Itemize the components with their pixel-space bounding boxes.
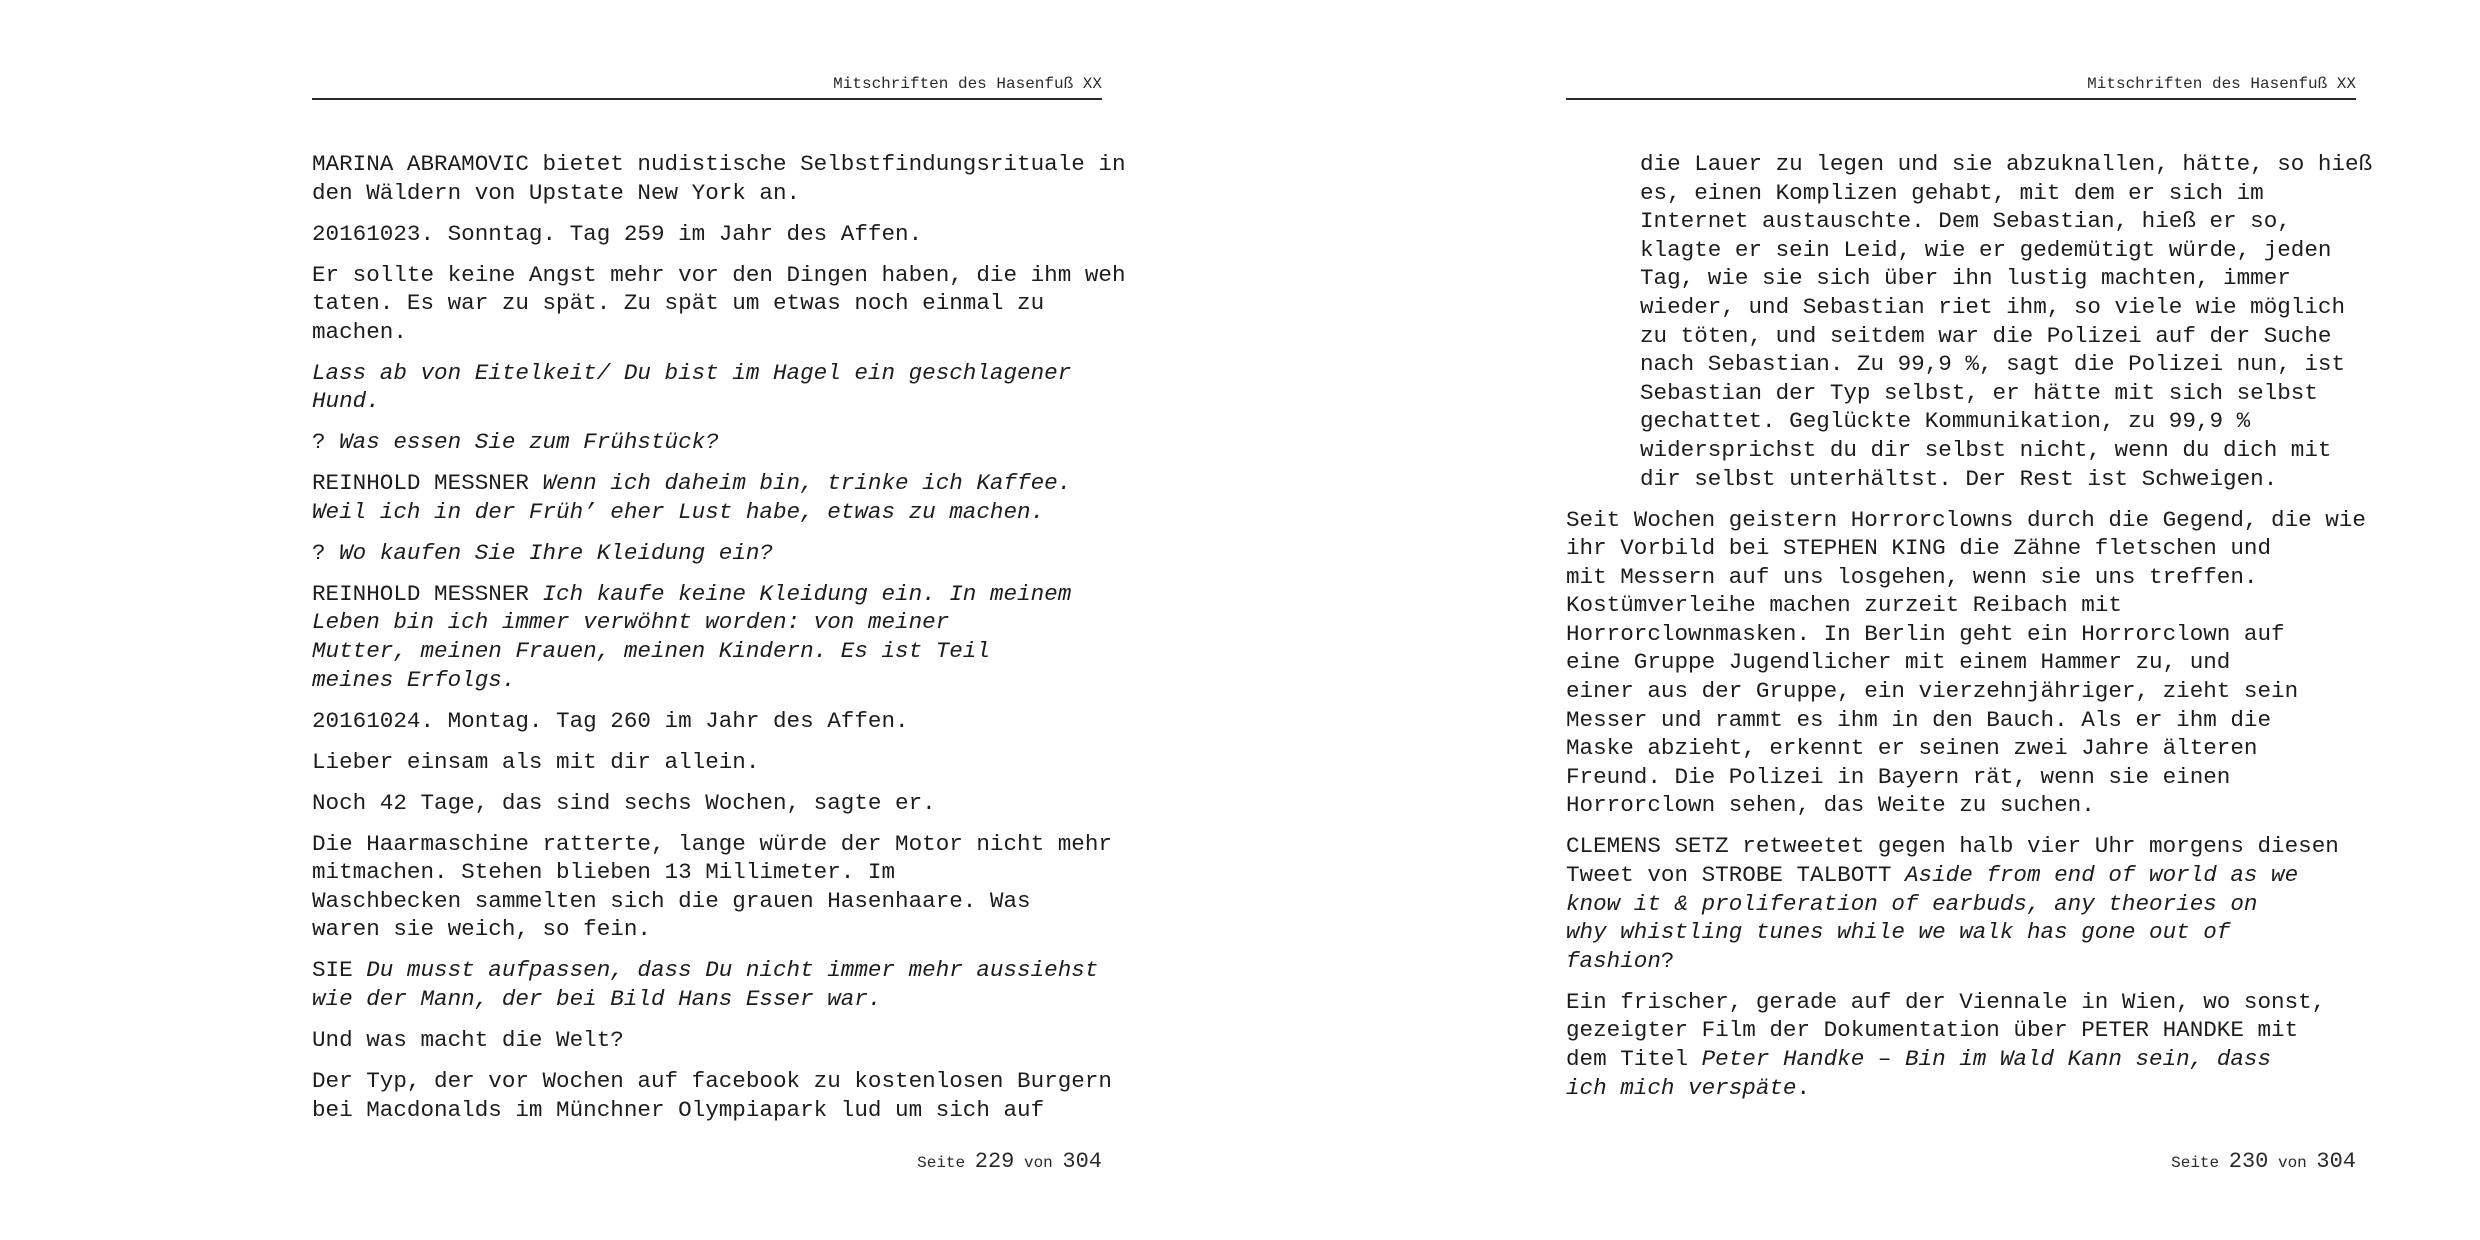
paragraph xyxy=(312,1026,1102,1055)
text-line: dir selbst unterhältst. Der Rest ist Schweigen. xyxy=(1640,465,2278,492)
speaker-name: REINHOLD MESSNER xyxy=(312,580,543,607)
text-line: 20161024. Montag. Tag 260 im Jahr des Affen. xyxy=(312,707,909,734)
text-line: Freund. Die Polizei in Bayern rät, wenn sie einen xyxy=(1566,763,2231,790)
text-line: wie der Mann, der bei Bild Hans Esser war. xyxy=(312,985,882,1012)
text-line: Die Haarmaschine ratterte, lange würde der Motor nicht mehr xyxy=(312,830,1112,857)
dialogue-text: Du musst aufpassen, dass Du nicht immer mehr aussiehst xyxy=(366,957,1099,984)
text-line: Waschbecken sammelten sich die grauen Hasenhaare. Was xyxy=(312,887,1031,914)
tweet-text: why whistling tunes while we walk has gone out of xyxy=(1566,919,2231,946)
folio-prefix: Seite xyxy=(2171,1154,2220,1172)
text-line: Tag, wie sie sich über ihn lustig machten, immer xyxy=(1640,265,2291,292)
answer-text: Wenn ich daheim bin, trinke ich Kaffee. xyxy=(542,470,1072,497)
text-line: Maske abzieht, erkennt er seinen zwei Jahre älteren xyxy=(1566,735,2258,762)
date-entry xyxy=(312,220,1102,249)
answer-text: Ich kaufe keine Kleidung ein. In meinem xyxy=(542,580,1072,607)
text-line: Mutter, meinen Frauen, meinen Kindern. Es ist Teil xyxy=(312,638,990,665)
text-line: bei Macdonalds im Münchner Olympiapark lud um sich auf xyxy=(312,1096,1045,1123)
text-span: . xyxy=(1796,1074,1811,1101)
text-line: taten. Es war zu spät. Zu spät um etwas noch einmal zu xyxy=(312,290,1045,317)
text-line: Leben bin ich immer verwöhnt worden: von meiner xyxy=(312,609,950,636)
paragraph xyxy=(312,150,1126,207)
question-mark: ? xyxy=(312,429,340,456)
folio-total: 304 xyxy=(2316,1149,2356,1174)
paragraph-continued xyxy=(1566,150,2373,493)
text-line: Kostümverleihe machen zurzeit Reibach mit xyxy=(1566,592,2122,619)
left-page xyxy=(312,0,1126,1240)
text-line: waren sie weich, so fein. xyxy=(312,916,651,943)
paragraph xyxy=(1566,506,2366,821)
running-head: Mitschriften des Hasenfuß XX xyxy=(1566,74,2356,100)
interview-answer xyxy=(312,580,1102,694)
folio-prefix: Seite xyxy=(917,1154,966,1172)
text-line: gechattet. Geglückte Kommunikation, zu 99,9 % xyxy=(1640,408,2251,435)
folio-of: von xyxy=(1023,1154,1053,1172)
text-line: zu töten, und seitdem war die Polizei auf der Suche xyxy=(1640,322,2332,349)
text-line: klagte er sein Leid, wie er gedemütigt würde, jeden xyxy=(1640,236,2332,263)
text-line: Sebastian der Typ selbst, er hätte mit sich selbst xyxy=(1640,379,2318,406)
quote xyxy=(312,359,1102,416)
folio-total: 304 xyxy=(1062,1149,1102,1174)
text-line: Lass ab von Eitelkeit/ Du bist im Hagel ein geschlagener xyxy=(312,359,1072,386)
text-span: dem Titel xyxy=(1566,1045,1702,1072)
text-line: mitmachen. Stehen blieben 13 Millimeter. Im xyxy=(312,859,896,886)
text-line: CLEMENS SETZ retweetet gegen halb vier Uhr morgens diesen xyxy=(1566,833,2339,860)
tweet-text: fashion xyxy=(1566,947,1661,974)
page-body xyxy=(1566,150,2373,1115)
question-text: Wo kaufen Sie Ihre Kleidung ein? xyxy=(339,539,773,566)
text-line: Seit Wochen geistern Horrorclowns durch die Gegend, die wie xyxy=(1566,506,2366,533)
text-span: ? xyxy=(1660,947,1675,974)
interview-question xyxy=(312,428,1102,457)
speaker-name: SIE xyxy=(312,957,367,984)
text-span: Tweet von STROBE TALBOTT xyxy=(1566,862,1905,889)
text-line: den Wäldern von Upstate New York an. xyxy=(312,179,801,206)
folio-of: von xyxy=(2277,1154,2307,1172)
page-number xyxy=(917,1149,1102,1176)
tweet-text: Aside from end of world as we xyxy=(1904,862,2299,889)
text-line: wieder, und Sebastian riet ihm, so viele wie möglich xyxy=(1640,293,2346,320)
speaker-name: REINHOLD MESSNER xyxy=(312,470,543,497)
text-line: ihr Vorbild bei STEPHEN KING die Zähne fletschen und xyxy=(1566,535,2272,562)
paragraph xyxy=(312,748,1102,777)
right-page xyxy=(1566,0,2373,1240)
paragraph xyxy=(312,830,1112,944)
tweet-text: know it & proliferation of earbuds, any theories on xyxy=(1566,890,2258,917)
text-line: gezeigter Film der Dokumentation über PETER HANDKE mit xyxy=(1566,1017,2299,1044)
question-text: Was essen Sie zum Frühstück? xyxy=(339,429,719,456)
folio-page: 230 xyxy=(2228,1149,2269,1174)
interview-question xyxy=(312,539,1102,568)
text-line: eine Gruppe Jugendlicher mit einem Hammer zu, und xyxy=(1566,649,2231,676)
text-line: Horrorclownmasken. In Berlin geht ein Horrorclown auf xyxy=(1566,620,2285,647)
text-line: Der Typ, der vor Wochen auf facebook zu kostenlosen Burgern xyxy=(312,1067,1112,1094)
paragraph xyxy=(312,261,1126,347)
paragraph xyxy=(312,1067,1112,1124)
paragraph xyxy=(312,789,1102,818)
running-head: Mitschriften des Hasenfuß XX xyxy=(312,74,1102,100)
text-line: widersprichst du dir selbst nicht, wenn du dich mit xyxy=(1640,436,2332,463)
page-body xyxy=(312,150,1126,1136)
text-line: Ein frischer, gerade auf der Viennale in Wien, wo sonst, xyxy=(1566,988,2326,1015)
text-line: einer aus der Gruppe, ein vierzehnjähriger, zieht sein xyxy=(1566,678,2299,705)
text-line: meines Erfolgs. xyxy=(312,666,516,693)
text-line: Hund. xyxy=(312,388,380,415)
text-line: Messer und rammt es ihm in den Bauch. Als er ihm die xyxy=(1566,706,2272,733)
film-title: ich mich verspäte xyxy=(1566,1074,1797,1101)
text-line: Weil ich in der Früh’ eher Lust habe, etwas zu machen. xyxy=(312,498,1045,525)
text-line: Noch 42 Tage, das sind sechs Wochen, sagte er. xyxy=(312,789,936,816)
date-entry xyxy=(312,707,1102,736)
text-line: Er sollte keine Angst mehr vor den Dingen haben, die ihm weh xyxy=(312,261,1126,288)
text-line: nach Sebastian. Zu 99,9 %, sagt die Polizei nun, ist xyxy=(1640,351,2346,378)
text-line: Internet austauschte. Dem Sebastian, hieß er so, xyxy=(1640,208,2291,235)
text-line: machen. xyxy=(312,318,407,345)
text-line: es, einen Komplizen gehabt, mit dem er sich im xyxy=(1640,179,2264,206)
text-line: mit Messern auf uns losgehen, wenn sie uns treffen. xyxy=(1566,563,2258,590)
question-mark: ? xyxy=(312,539,340,566)
text-line: Horrorclown sehen, das Weite zu suchen. xyxy=(1566,792,2095,819)
film-title: Peter Handke – Bin im Wald Kann sein, dass xyxy=(1701,1045,2272,1072)
page-number xyxy=(2171,1149,2356,1176)
interview-answer xyxy=(312,469,1102,526)
dialogue xyxy=(312,956,1102,1013)
folio-page: 229 xyxy=(974,1149,1015,1174)
paragraph xyxy=(1566,832,2356,975)
text-line: 20161023. Sonntag. Tag 259 im Jahr des Affen. xyxy=(312,220,923,247)
text-line: MARINA ABRAMOVIC bietet nudistische Selbstfindungsrituale in xyxy=(312,151,1126,177)
text-line: Und was macht die Welt? xyxy=(312,1026,624,1053)
paragraph xyxy=(1566,988,2356,1102)
text-line: die Lauer zu legen und sie abzuknallen, hätte, so hieß xyxy=(1640,151,2373,177)
text-line: Lieber einsam als mit dir allein. xyxy=(312,748,760,775)
